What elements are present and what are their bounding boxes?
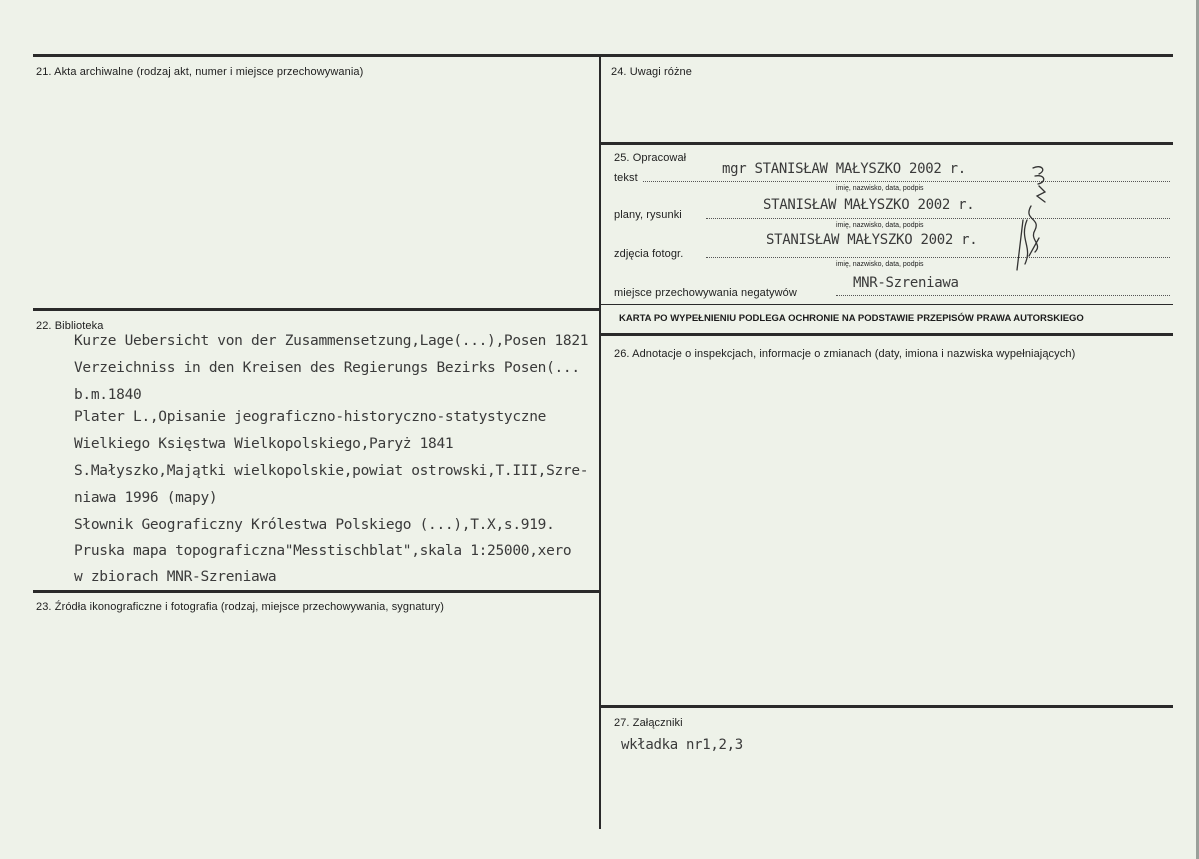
section-23-label: 23. Źródła ikonograficzne i fotografia (rodzaj, miejsce przechowywania, sygnatury) bbox=[36, 601, 445, 613]
rule-25-26 bbox=[600, 333, 1173, 336]
zdjecia-hint: imię, nazwisko, data, podpis bbox=[836, 261, 924, 268]
attachments-value: wkładka nr1,2,3 bbox=[621, 737, 743, 753]
section-25-label: 25. Opracował bbox=[614, 152, 687, 164]
rule-21-22 bbox=[33, 308, 600, 311]
bibliography-line: b.m.1840 bbox=[74, 387, 142, 403]
rule-24-25 bbox=[600, 142, 1173, 145]
tekst-hint: imię, nazwisko, data, podpis bbox=[836, 185, 924, 192]
tekst-dotted-line bbox=[643, 181, 1170, 182]
plany-label: plany, rysunki bbox=[614, 209, 682, 221]
negatywy-label: miejsce przechowywania negatywów bbox=[614, 287, 797, 299]
top-rule bbox=[33, 54, 1173, 57]
tekst-value: mgr STANISŁAW MAŁYSZKO 2002 r. bbox=[722, 161, 966, 177]
copyright-notice: KARTA PO WYPEŁNIENIU PODLEGA OCHRONIE NA PODSTAWIE PRZEPISÓW PRAWA AUTORSKIEGO bbox=[619, 313, 1084, 324]
rule-25-notice bbox=[600, 304, 1173, 305]
plany-value: STANISŁAW MAŁYSZKO 2002 r. bbox=[763, 197, 975, 213]
negatywy-dotted-line bbox=[836, 295, 1170, 296]
bibliography-line: Wielkiego Księstwa Wielkopolskiego,Paryż 1841 bbox=[74, 436, 454, 452]
section-27-label: 27. Załączniki bbox=[614, 717, 683, 729]
zdjecia-label: zdjęcia fotogr. bbox=[614, 248, 684, 260]
section-21-label: 21. Akta archiwalne (rodzaj akt, numer i miejsce przechowywania) bbox=[36, 66, 364, 78]
rule-26-27 bbox=[600, 705, 1173, 708]
section-24-label: 24. Uwagi różne bbox=[611, 66, 692, 78]
bibliography-line: w zbiorach MNR-Szreniawa bbox=[74, 569, 277, 585]
center-divider bbox=[599, 54, 601, 829]
zdjecia-dotted-line bbox=[706, 257, 1170, 258]
plany-dotted-line bbox=[706, 218, 1170, 219]
zdjecia-value: STANISŁAW MAŁYSZKO 2002 r. bbox=[766, 232, 978, 248]
bibliography-line: niawa 1996 (mapy) bbox=[74, 490, 218, 506]
bibliography-line: Plater L.,Opisanie jeograficzno-historyczno-statystyczne bbox=[74, 409, 547, 425]
bibliography-line: Pruska mapa topograficzna"Messtischblat",skala 1:25000,xero bbox=[74, 543, 572, 559]
tekst-label: tekst bbox=[614, 172, 638, 184]
bibliography-line: S.Małyszko,Majątki wielkopolskie,powiat ostrowski,T.III,Szre- bbox=[74, 463, 589, 479]
section-22-label: 22. Biblioteka bbox=[36, 320, 104, 332]
bibliography-line: Słownik Geograficzny Królestwa Polskiego (...),T.X,s.919. bbox=[74, 517, 555, 533]
signature-icon bbox=[1005, 160, 1055, 275]
bibliography-line: Kurze Uebersicht von der Zusammensetzung,Lage(...),Posen 1821 bbox=[74, 333, 589, 349]
section-26-label: 26. Adnotacje o inspekcjach, informacje o zmianach (daty, imiona i nazwiska wypełniających) bbox=[614, 348, 1076, 360]
plany-hint: imię, nazwisko, data, podpis bbox=[836, 222, 924, 229]
bibliography-line: Verzeichniss in den Kreisen des Regierungs Bezirks Posen(... bbox=[74, 360, 580, 376]
rule-22-23 bbox=[33, 590, 600, 593]
negatywy-value: MNR-Szreniawa bbox=[853, 275, 959, 291]
